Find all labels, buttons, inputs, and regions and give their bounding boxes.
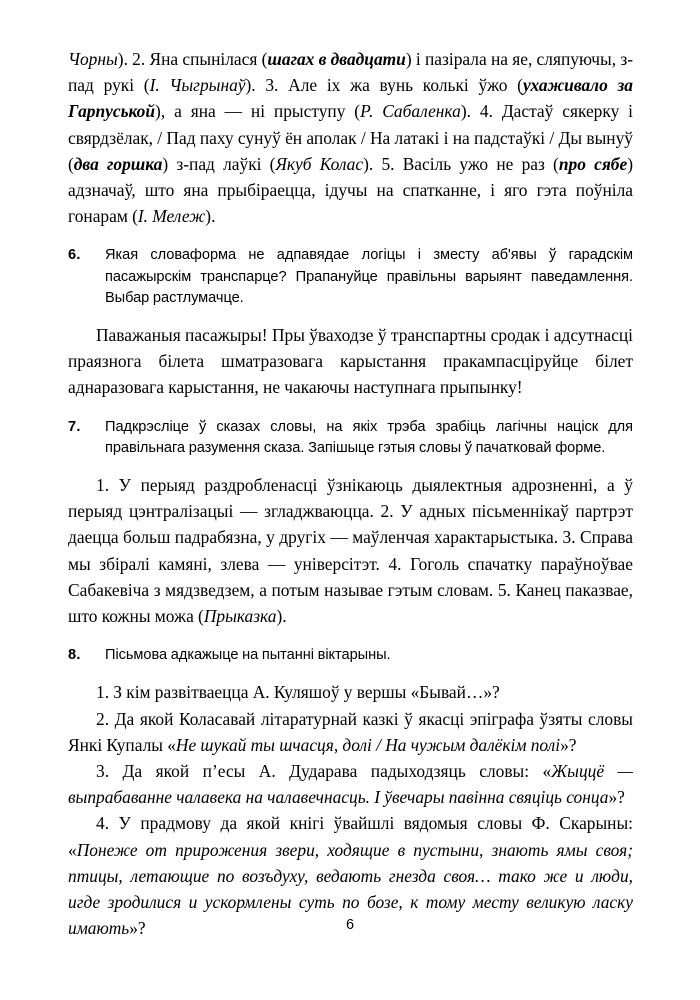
exercise-7-sentences	[68, 472, 633, 629]
text-run: 1. У перыяд раздробленасці ўзнікаюць дыялектныя адрозненні, а ў перыяд цэнтралізацыі — згладжваюцца. 2. У адных пісьменнікаў партрэт даецца больш падрабязна, у другіх — маўленчая характарыстыка. 3. Справа мы збіралі камяні, злева — універсітэт. 4. Гоголь спачатку параўноўвае Сабакевіча з мядзведзем, а потым называе гэтым словам. 5. Канец паказвае, што кожны можа (	[68, 475, 633, 627]
exercise-7-task	[68, 417, 633, 459]
italic-run: І. Чыгрынаў	[149, 75, 246, 96]
text-run: ). 2. Яна спынілася (	[117, 49, 268, 69]
text-run: »?	[608, 787, 625, 808]
exercise-8-task	[68, 645, 633, 666]
exercise-6-task	[68, 245, 633, 309]
text-run: 1. З кім развітваецца А. Куляшоў у вершы «Бывай…»?	[96, 682, 500, 703]
bold-italic-run: шагах в двадцати	[267, 49, 406, 69]
bold-italic-run: два горшка	[73, 153, 163, 174]
text-run: 4. У прадмову да якой кнігі ўвайшлі вядомыя словы Ф. Скарыны: «	[68, 813, 633, 860]
italic-run: Чорны	[68, 49, 118, 69]
text-run: ) і пазірала на яе, сляпуючы, з-пад рукі (	[68, 49, 633, 96]
italic-run: Р. Сабаленка	[360, 101, 461, 122]
italic-run: Прыказка	[203, 606, 277, 627]
exercise-8-question-2	[68, 706, 633, 758]
exercise-8-instruction: Пісьмова адкажыце на пытанні віктарыны.	[105, 647, 391, 664]
text-run: ). 5. Васіль ужо не раз (	[363, 153, 559, 174]
text-run: ) з-пад лаўкі (	[162, 153, 276, 174]
text-run: ). 3. Але іх жа вунь колькі ўжо (	[245, 75, 523, 96]
exercise-7-instruction: Падкрэсліце ў сказах словы, на якіх трэба зрабіць лагічны націск для правільнага разумення сказа. Запішыце гэтыя словы ў пачатковай форме.	[105, 418, 633, 456]
bold-italic-run: про сябе	[558, 153, 628, 174]
text-run: »?	[129, 918, 146, 939]
text-run: »?	[560, 734, 577, 755]
page-text-column	[68, 46, 633, 942]
exercise-6-number: 6.	[68, 247, 81, 264]
exercise-6-instruction: Якая словаформа не адпавядае логіцы і зместу аб'явы ў гарадскім пасажырскім транспарце? Прапануйце правільны варыянт паведамлення. Выбар растлумачце.	[105, 247, 633, 306]
text-run: Паважаныя пасажыры! Пры ўваходзе ў транспартны сродак і адсутнасці праязнога білета шматразовага карыстання пракампасціруйце білет аднаразовага карыстання, не чакаючы наступнага прыпынку!	[68, 325, 633, 398]
italic-run: Жыццё — выпрабаванне чалавека на чалавечнасць. І ўвечары павінна свяціць сонца	[68, 761, 633, 808]
text-run: ) адзначаў, што яна прыбіраецца, ідучы на спатканне, і яго гэта поўніла гонарам (	[68, 153, 634, 227]
page-number: 6	[345, 917, 355, 933]
text-run: 2. Да якой Коласавай літаратурнай казкі ў якасці эпіграфа ўзяты словы Янкі Купалы «	[68, 708, 633, 755]
exercise-8-question-3	[68, 758, 633, 810]
text-run: ), а яна — ні прыступу (	[155, 101, 361, 122]
text-run: 3. Да якой п’есы А. Дударава падыходзяць словы: «	[96, 761, 552, 782]
exercise-8-number: 8.	[68, 647, 81, 664]
text-run: ). 4. Дастаў сякерку і свярдзёлак, / Пад паху сунуў ён аполак / На латакі і на падстаўкі / Ды вынуў (	[68, 101, 634, 174]
exercise-8-question-1	[68, 679, 633, 705]
text-run: ).	[276, 606, 287, 627]
bold-italic-run: ухаживало за Гарпуськой	[68, 75, 634, 122]
exercise-5-continuation-paragraph	[68, 46, 633, 229]
exercise-6-passage	[68, 322, 633, 401]
text-run: ).	[205, 206, 216, 227]
italic-run: Понеже от прирожения звери, ходящие в пустыни, знають ямы своя; птицы, летающие по возъдуху, ведають гнезда своя… тако же и люди, игде зродилися и ускормлены суть по бозе, к тому месту великую ласку имають	[68, 839, 633, 939]
italic-run: Якуб Колас	[275, 153, 364, 174]
italic-run: Не шукай ты шчасця, долі / На чужым далёкім полі	[175, 734, 561, 755]
exercise-7-number: 7.	[68, 418, 81, 435]
italic-run: І. Мележ	[137, 206, 206, 227]
